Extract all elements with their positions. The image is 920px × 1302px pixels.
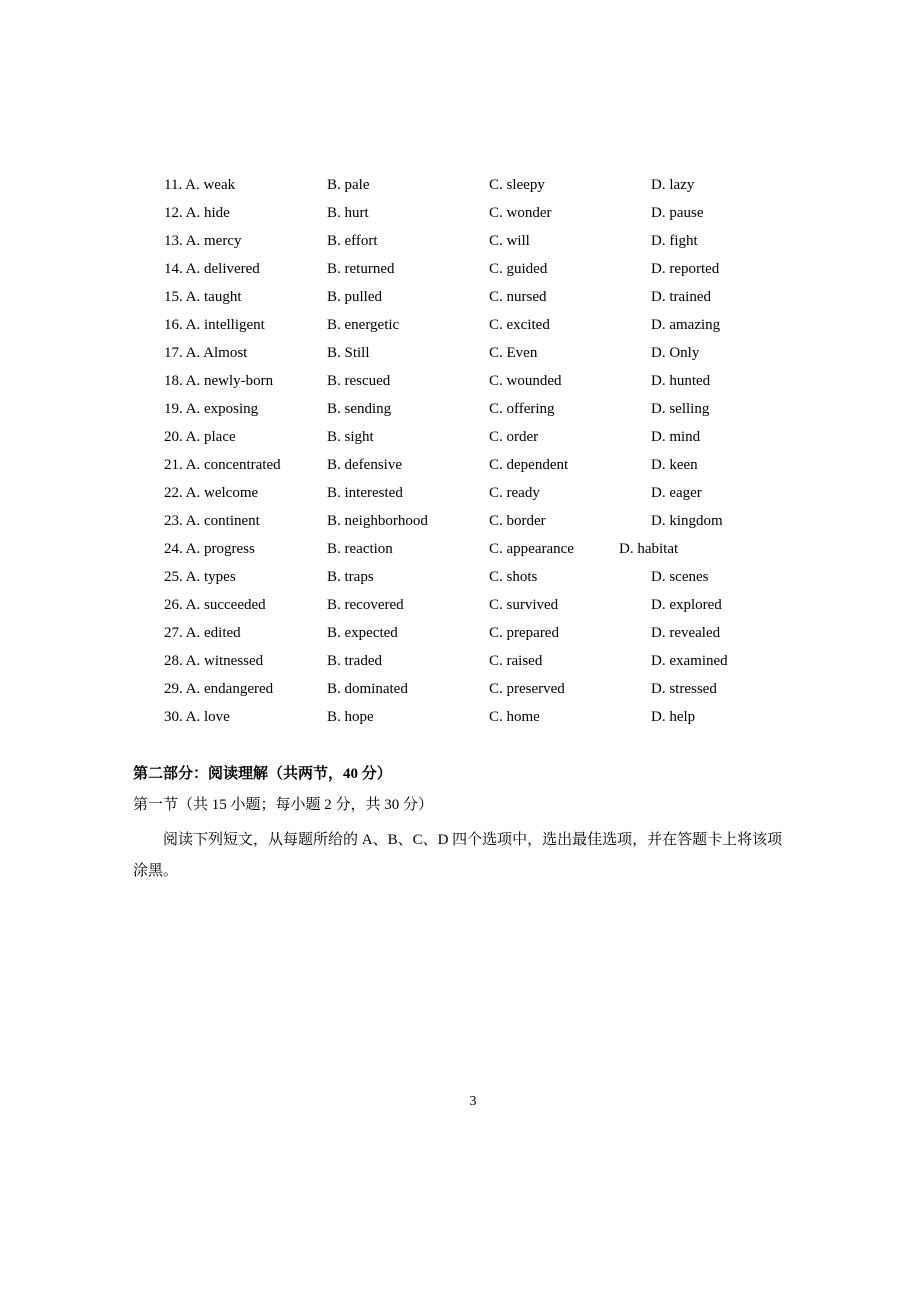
question-row [0,423,920,451]
option-a: 19. A. exposing [164,401,259,417]
option-a: 30. A. love [164,709,230,725]
section-title: 第二部分：阅读理解（共两节，40 分） [133,766,392,782]
option-c: C. wounded [489,373,562,389]
option-b: B. traps [327,569,374,585]
option-a: 15. A. taught [164,289,242,305]
option-a: 13. A. mercy [164,233,242,249]
option-c: C. excited [489,317,550,333]
option-b: B. recovered [327,597,404,613]
question-row [0,535,920,563]
option-d: D. stressed [651,681,717,697]
question-row [0,703,920,731]
option-c: C. order [489,429,539,445]
option-c: C. survived [489,597,559,613]
option-c: C. Even [489,345,538,361]
option-a: 24. A. progress [164,541,255,557]
option-b: B. pale [327,177,370,193]
option-b: B. reaction [327,541,393,557]
option-c: C. dependent [489,457,569,473]
option-b: B. dominated [327,681,408,697]
option-a: 22. A. welcome [164,485,259,501]
option-d: D. Only [651,345,700,361]
option-a: 28. A. witnessed [164,653,264,669]
option-a: 16. A. intelligent [164,317,265,333]
question-row [0,619,920,647]
option-d: D. help [651,709,696,725]
option-c: C. prepared [489,625,559,641]
option-c: C. offering [489,401,555,417]
option-b: B. hurt [327,205,369,221]
option-d: D. habitat [619,541,679,557]
option-a: 14. A. delivered [164,261,260,277]
option-d: D. scenes [651,569,709,585]
option-a: 29. A. endangered [164,681,274,697]
option-b: B. energetic [327,317,400,333]
option-d: D. lazy [651,177,695,193]
option-c: C. border [489,513,546,529]
subsection-title: 第一节（共 15 小题；每小题 2 分，共 30 分） [133,797,434,813]
option-a: 20. A. place [164,429,236,445]
option-c: C. sleepy [489,177,545,193]
option-a: 27. A. edited [164,625,241,641]
option-b: B. sending [327,401,392,417]
option-b: B. sight [327,429,374,445]
option-a: 17. A. Almost [164,345,248,361]
option-a: 25. A. types [164,569,236,585]
option-a: 11. A. weak [164,177,236,193]
option-a: 26. A. succeeded [164,597,266,613]
option-b: B. returned [327,261,395,277]
question-row [0,199,920,227]
option-b: B. pulled [327,289,382,305]
option-a: 23. A. continent [164,513,260,529]
option-c: C. appearance [489,541,574,557]
option-c: C. home [489,709,540,725]
option-d: D. selling [651,401,710,417]
option-b: B. rescued [327,373,391,389]
question-row [0,171,920,199]
option-d: D. kingdom [651,513,723,529]
option-c: C. raised [489,653,543,669]
option-c: C. nursed [489,289,547,305]
question-row [0,479,920,507]
question-row [0,395,920,423]
question-row [0,311,920,339]
option-d: D. pause [651,205,704,221]
option-a: 12. A. hide [164,205,230,221]
option-b: B. effort [327,233,378,249]
option-b: B. hope [327,709,374,725]
question-row [0,591,920,619]
option-d: D. amazing [651,317,721,333]
option-c: C. guided [489,261,548,277]
instructions: 阅读下列短文，从每题所给的 A、B、C、D 四个选项中，选出最佳选项，并在答题卡上将该项涂黑。 [133,832,783,879]
option-b: B. defensive [327,457,402,473]
option-c: C. ready [489,485,540,501]
question-row [0,367,920,395]
option-b: B. Still [327,345,370,361]
option-b: B. expected [327,625,398,641]
question-row [0,647,920,675]
option-d: D. hunted [651,373,711,389]
option-b: B. neighborhood [327,513,428,529]
option-c: C. preserved [489,681,565,697]
question-row [0,675,920,703]
option-d: D. eager [651,485,702,501]
option-d: D. keen [651,457,698,473]
question-row [0,255,920,283]
question-row [0,339,920,367]
page-number: 3 [469,1094,477,1109]
option-d: D. reported [651,261,720,277]
option-b: B. interested [327,485,403,501]
option-c: C. will [489,233,530,249]
question-row [0,451,920,479]
option-d: D. trained [651,289,711,305]
option-d: D. mind [651,429,701,445]
question-row [0,283,920,311]
question-row [0,507,920,535]
option-a: 21. A. concentrated [164,457,281,473]
option-a: 18. A. newly-born [164,373,274,389]
option-c: C. wonder [489,205,552,221]
question-row [0,563,920,591]
option-d: D. revealed [651,625,721,641]
option-c: C. shots [489,569,538,585]
option-b: B. traded [327,653,382,669]
question-row [0,227,920,255]
option-d: D. explored [651,597,722,613]
option-d: D. examined [651,653,728,669]
option-d: D. fight [651,233,698,249]
